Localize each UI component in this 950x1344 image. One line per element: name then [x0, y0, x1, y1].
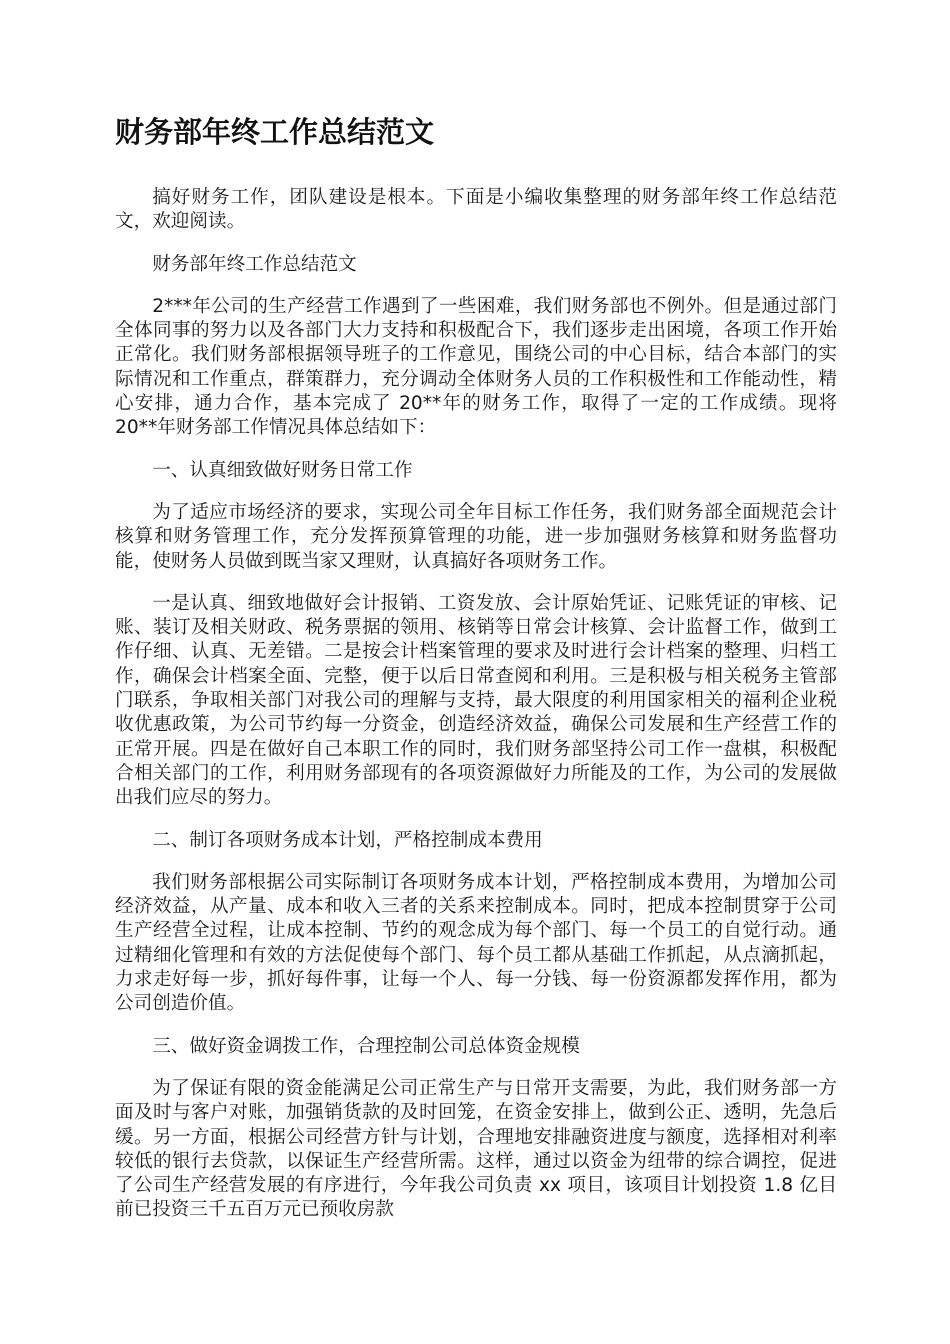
document-title: 财务部年终工作总结范文 [115, 115, 435, 149]
section-heading: 三、做好资金调拨工作，合理控制公司总体资金规模 [152, 1035, 580, 1057]
document-body [115, 186, 837, 1241]
body-paragraph: 2***年公司的生产经营工作遇到了一些困难，我们财务部也不例外。但是通过部门全体同事的努力以及各部门大力支持和积极配合下，我们逐步走出困境，各项工作开始正常化。我们财务部根据领导班子的工作意见，围绕公司的中心目标，结合本部门的实际情况和工作重点，群策群力，充分调动全体财务人员的工作积极性和工作能动性，精心安排，通力合作，基本完成了 20**年的财务工作，取得了一定的工作成绩。现将 20**年财务部工作情况具体总结如下： [115, 295, 837, 439]
body-paragraph: 为了保证有限的资金能满足公司正常生产与日常开支需要，为此，我们财务部一方面及时与客户对账，加强销货款的及时回笼，在资金安排上，做到公正、透明，先急后缓。另一方面，根据公司经营方针与计划，合理地安排融资进度与额度，选择相对利率较低的银行去贷款，以保证生产经营所需。这样，通过以资金为纽带的综合调控，促进了公司生产经营发展的有序进行，今年我公司负责 xx 项目，该项目计划投资 1.8 亿目前已投资三千五百万元已预收房款 [115, 1077, 837, 1221]
section-heading: 一、认真细致做好财务日常工作 [152, 459, 413, 481]
body-paragraph: 我们财务部根据公司实际制订各项财务成本计划，严格控制成本费用，为增加公司经济效益，从产量、成本和收入三者的关系来控制成本。同时，把成本控制贯穿于公司生产经营全过程，让成本控制、节约的观念成为每个部门、每一个员工的自觉行动。通过精细化管理和有效的方法促使每个部门、每个员工都从基础工作抓起，从点滴抓起，力求走好每一步，抓好每件事，让每一个人、每一分钱、每一份资源都发挥作用，都为公司创造价值。 [115, 871, 837, 1015]
section-heading: 二、制订各项财务成本计划，严格控制成本费用 [152, 829, 543, 851]
intro-paragraph: 搞好财务工作，团队建设是根本。下面是小编收集整理的财务部年终工作总结范文，欢迎阅读。 [115, 187, 837, 233]
body-paragraph: 为了适应市场经济的要求，实现公司全年目标工作任务，我们财务部全面规范会计核算和财务管理工作，充分发挥预算管理的功能，进一步加强财务核算和财务监督功能，使财务人员做到既当家又理财，认真搞好各项财务工作。 [115, 501, 837, 572]
section-heading: 财务部年终工作总结范文 [152, 253, 357, 275]
body-paragraph: 一是认真、细致地做好会计报销、工资发放、会计原始凭证、记账凭证的审核、记账、装订及相关财政、税务票据的领用、核销等日常会计核算、会计监督工作，做到工作仔细、认真、无差错。二是按会计档案管理的要求及时进行会计档案的整理、归档工作，确保会计档案全面、完整，便于以后日常查阅和利用。三是积极与相关税务主管部门联系，争取相关部门对我公司的理解与支持，最大限度的利用国家相关的福利企业税收优惠政策，为公司节约每一分资金，创造经济效益，确保公司发展和生产经营工作的正常开展。四是在做好自己本职工作的同时，我们财务部坚持公司工作一盘棋，积极配合相关部门的工作，利用财务部现有的各项资源做好力所能及的工作，为公司的发展做出我们应尽的努力。 [115, 592, 837, 809]
